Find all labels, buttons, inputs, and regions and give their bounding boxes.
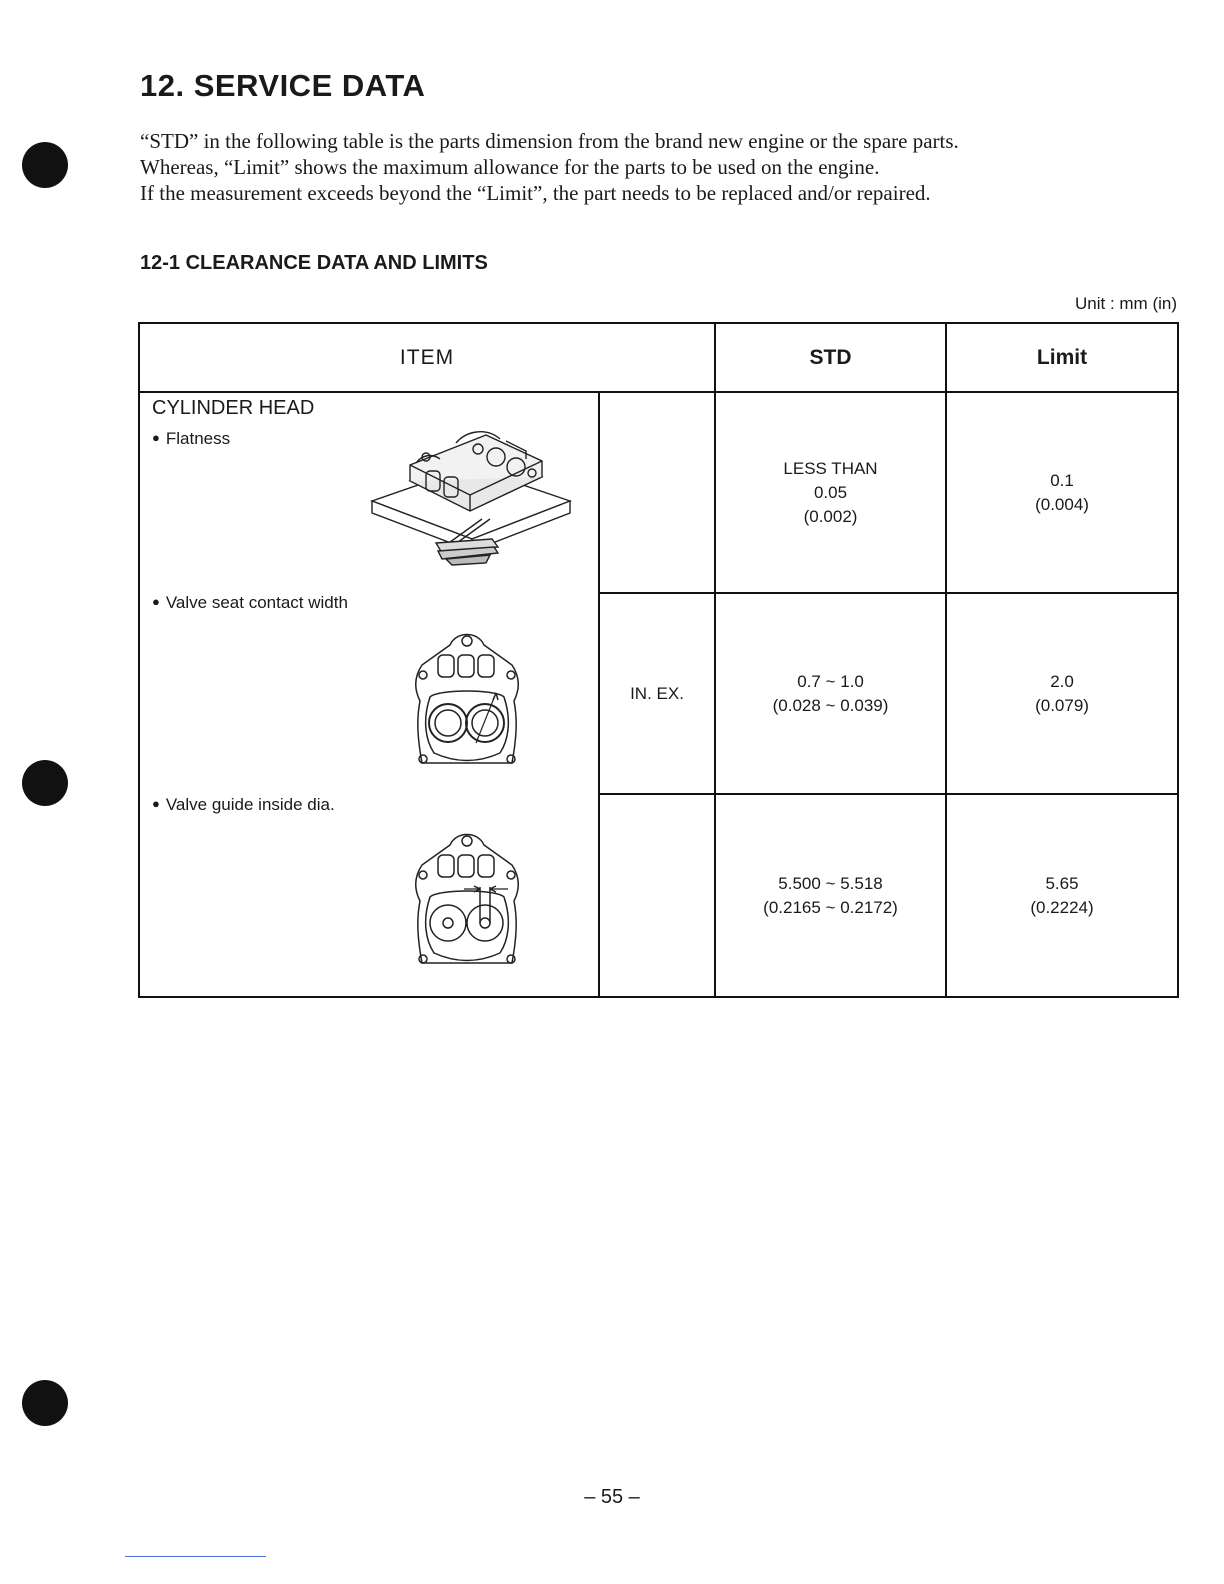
bullet-icon: ● <box>152 796 160 811</box>
std-value: (0.2165 ~ 0.2172) <box>763 897 898 917</box>
header-item: ITEM <box>139 323 715 392</box>
sub-cell <box>599 392 715 593</box>
std-value: LESS THAN <box>783 458 878 478</box>
std-value: 5.500 ~ 5.518 <box>778 873 883 893</box>
std-value: 0.7 ~ 1.0 <box>797 671 864 691</box>
header-limit: Limit <box>946 323 1178 392</box>
punch-hole <box>22 760 68 806</box>
table-row <box>139 392 1178 593</box>
bullet-icon: ● <box>152 594 160 609</box>
intro-text <box>140 128 1140 206</box>
page-title: 12. SERVICE DATA <box>140 68 426 103</box>
item-cell <box>139 392 599 997</box>
item-label-valve-seat: ● Valve seat contact width <box>152 593 348 612</box>
punch-hole <box>22 142 68 188</box>
std-value: (0.002) <box>803 506 858 526</box>
cylinder-head-flatness-figure <box>366 421 576 571</box>
sub-cell <box>599 794 715 997</box>
sub-cell: IN. EX. <box>599 593 715 794</box>
item-label-flatness: ● Flatness <box>152 429 231 448</box>
limit-value: (0.004) <box>1035 494 1089 514</box>
intro-line: If the measurement exceeds beyond the “Limit”, the part needs to be replaced and/or repaired. <box>140 181 931 205</box>
valve-guide-figure <box>408 825 526 975</box>
limit-cell <box>946 392 1178 593</box>
limit-value: 0.1 <box>1050 470 1074 490</box>
service-data-table <box>138 322 1179 998</box>
intro-line: “STD” in the following table is the parts dimension from the brand new engine or the spare parts. <box>140 129 959 153</box>
unit-label: Unit : mm (in) <box>1075 294 1177 313</box>
limit-value: 5.65 <box>1045 873 1079 893</box>
limit-value: (0.079) <box>1035 695 1089 715</box>
limit-value: 2.0 <box>1050 671 1074 691</box>
item-label-valve-guide: ● Valve guide inside dia. <box>152 795 335 814</box>
std-cell <box>715 593 946 794</box>
limit-cell <box>946 794 1178 997</box>
section-title: 12-1 CLEARANCE DATA AND LIMITS <box>140 252 488 274</box>
intro-line: Whereas, “Limit” shows the maximum allowance for the parts to be used on the engine. <box>140 155 880 179</box>
bullet-icon: ● <box>152 430 160 445</box>
punch-hole <box>22 1380 68 1426</box>
header-std: STD <box>715 323 946 392</box>
group-title: CYLINDER HEAD <box>152 397 315 419</box>
std-value: 0.05 <box>813 482 848 502</box>
limit-value: (0.2224) <box>1030 897 1094 917</box>
page-number: – 55 – <box>584 1486 640 1508</box>
valve-seat-figure <box>408 625 526 775</box>
std-cell <box>715 794 946 997</box>
table-header-row <box>139 323 1178 392</box>
footer-rule <box>125 1556 266 1557</box>
std-cell <box>715 392 946 593</box>
limit-cell <box>946 593 1178 794</box>
std-value: (0.028 ~ 0.039) <box>772 695 889 715</box>
